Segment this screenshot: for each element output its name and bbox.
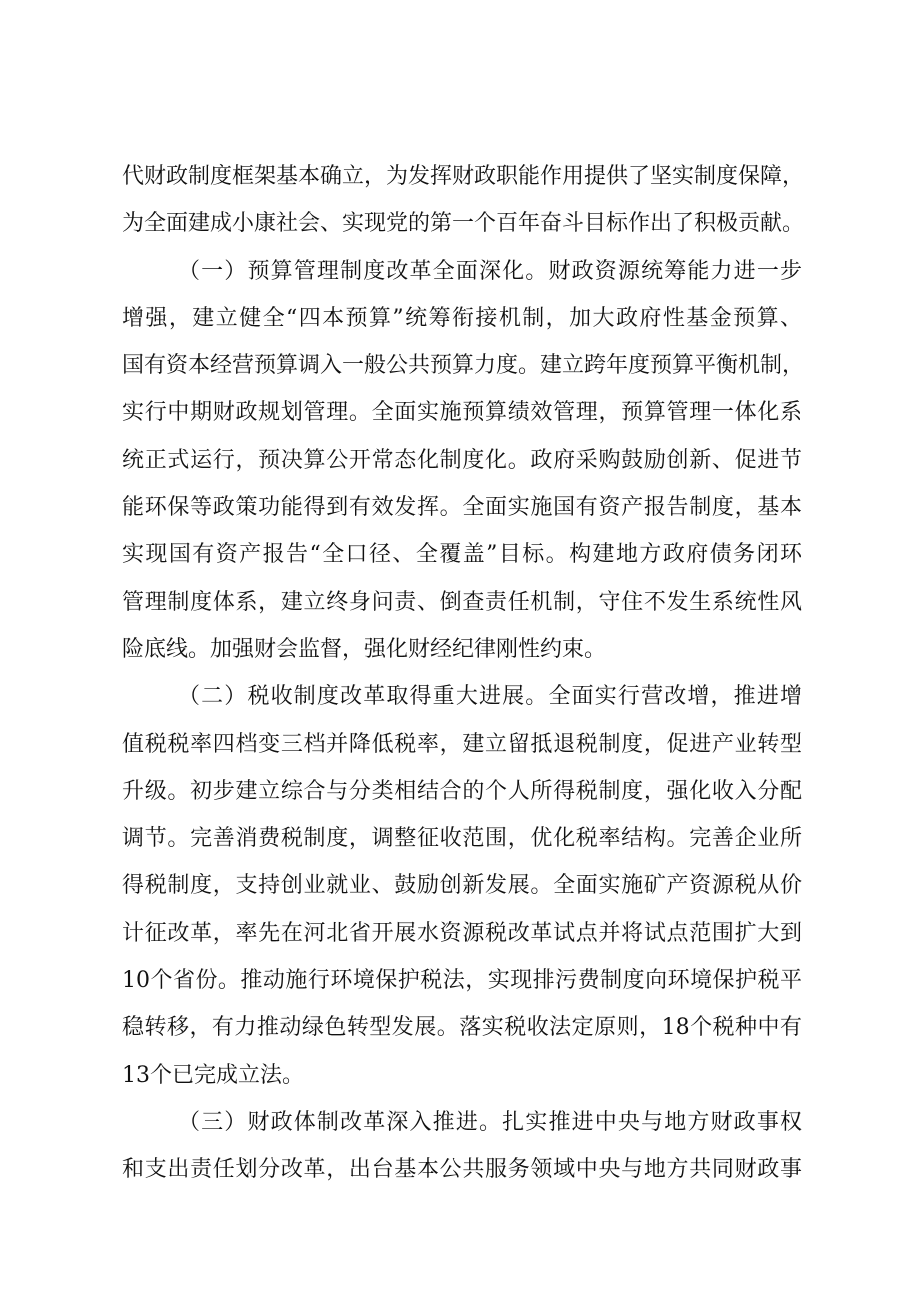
- text-line: 实现国有资产报告“全口径、全覆盖”目标。构建地方政府债务闭环: [122, 542, 802, 568]
- text-line: 为全面建成小康社会、实现党的第一个百年奋斗目标作出了积极贡献。: [122, 211, 805, 237]
- text-line: 险底线。加强财会监督，强化财经纪律刚性约束。: [122, 636, 607, 662]
- text-line: 稳转移，有力推动绿色转型发展。落实税收法定原则，18个税种中有: [122, 1015, 802, 1041]
- text-line: 得税制度，支持创业就业、鼓励创新发展。全面实施矿产资源税从价: [122, 873, 802, 899]
- text-line: 调节。完善消费税制度，调整征收范围，优化税率结构。完善企业所: [122, 826, 802, 852]
- text-line: 升级。初步建立综合与分类相结合的个人所得税制度，强化收入分配: [122, 778, 802, 804]
- text-line: 代财政制度框架基本确立，为发挥财政职能作用提供了坚实制度保障，: [122, 164, 805, 189]
- text-line: 国有资本经营预算调入一般公共预算力度。建立跨年度预算平衡机制，: [122, 353, 805, 379]
- text-line: （三）财政体制改革深入推进。扎实推进中央与地方财政事权: [178, 1109, 802, 1135]
- text-line: 10个省份。推动施行环境保护税法，实现排污费制度向环境保护税平: [122, 968, 802, 994]
- text-line: 管理制度体系，建立终身问责、倒查责任机制，守住不发生系统性风: [122, 589, 802, 615]
- paragraph-tax-reform: [122, 673, 802, 1099]
- text-line: （一）预算管理制度改革全面深化。财政资源统筹能力进一步: [178, 258, 802, 284]
- body-text: [122, 153, 805, 1194]
- paragraph-fiscal-system-reform: [122, 1099, 802, 1194]
- text-line: （二）税收制度改革取得重大进展。全面实行营改增，推进增: [178, 684, 802, 710]
- text-line: 值税税率四档变三档并降低税率，建立留抵退税制度，促进产业转型: [122, 731, 802, 757]
- paragraph-intro-continuation: [122, 153, 805, 248]
- text-line: 能环保等政策功能得到有效发挥。全面实施国有资产报告制度，基本: [122, 495, 802, 521]
- text-line: 增强，建立健全“四本预算”统筹衔接机制，加大政府性基金预算、: [122, 305, 802, 331]
- text-line: 13个已完成立法。: [122, 1062, 304, 1088]
- text-line: 和支出责任划分改革，出台基本公共服务领域中央与地方共同财政事: [122, 1157, 802, 1183]
- text-line: 实行中期财政规划管理。全面实施预算绩效管理，预算管理一体化系: [122, 400, 802, 426]
- text-line: 统正式运行，预决算公开常态化制度化。政府采购鼓励创新、促进节: [122, 447, 802, 473]
- text-line: 计征改革，率先在河北省开展水资源税改革试点并将试点范围扩大到: [122, 920, 802, 946]
- paragraph-budget-reform: [122, 248, 805, 674]
